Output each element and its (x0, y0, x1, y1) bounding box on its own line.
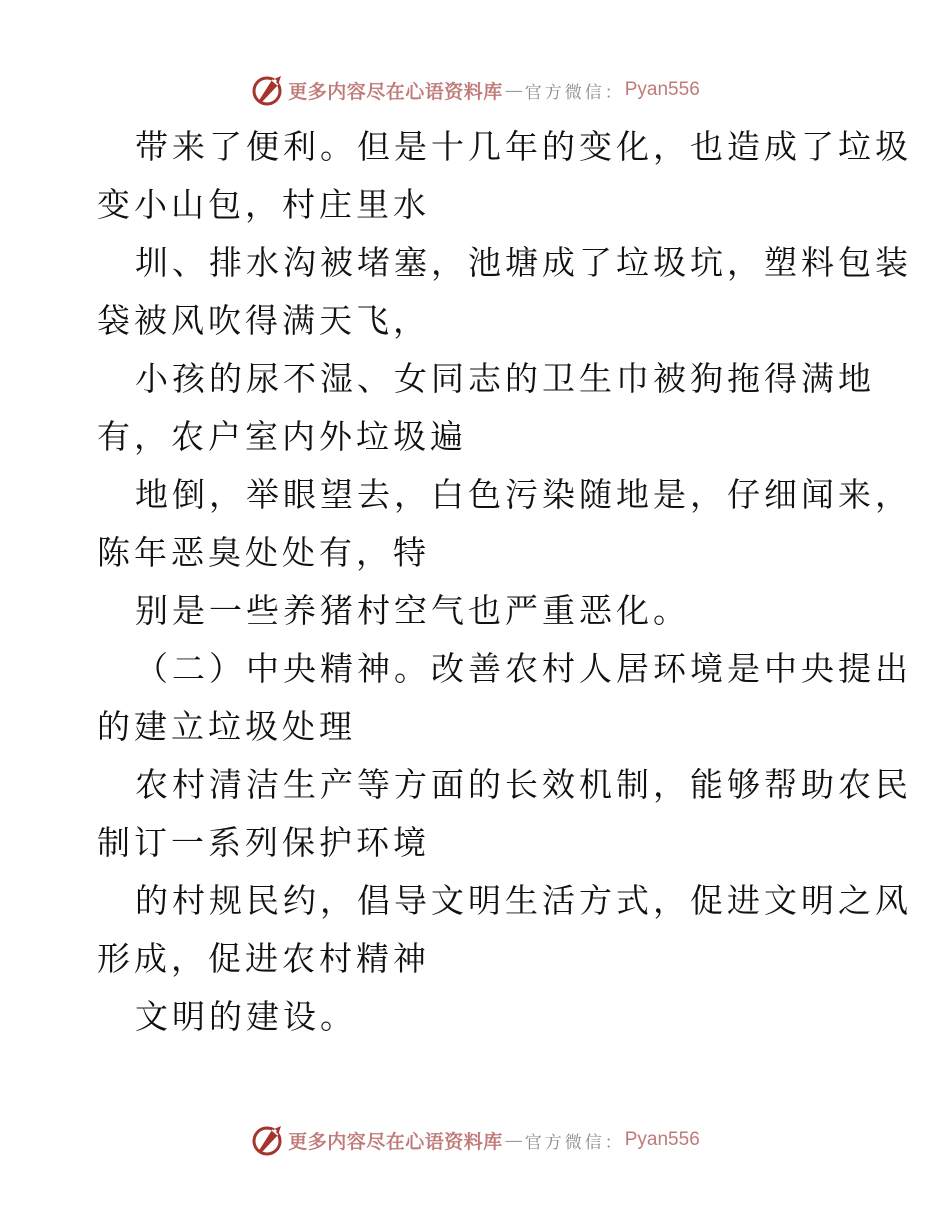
banner-main-text: 更多内容尽在心语资料库 (288, 1130, 503, 1153)
text-line: 小孩的尿不湿、女同志的卫生巾被狗拖得满地 (135, 359, 875, 398)
footer-banner (0, 1120, 950, 1160)
text-line: 带来了便利。但是十几年的变化，也造成了垃圾 (135, 127, 912, 166)
text-line: 变小山包，村庄里水 (97, 185, 430, 224)
text-line: 别是一些养猪村空气也严重恶化。 (135, 591, 690, 630)
banner-dash: — (504, 1129, 523, 1151)
text-line: 的建立垃圾处理 (97, 707, 356, 746)
text-line: 农村清洁生产等方面的长效机制，能够帮助农民 (135, 765, 912, 804)
text-line: 陈年恶臭处处有，特 (97, 533, 430, 572)
text-line: 形成，促进农村精神 (97, 939, 430, 978)
text-line: 袋被风吹得满天飞， (97, 301, 430, 340)
text-line: 的村规民约，倡导文明生活方式，促进文明之风 (135, 881, 912, 920)
banner-dash: — (504, 79, 523, 101)
banner-wechat-label: 官方微信： (524, 1132, 625, 1153)
text-line: 文明的建设。 (135, 997, 357, 1036)
banner-main-text: 更多内容尽在心语资料库 (288, 80, 503, 103)
banner-account-id: Pyan556 (624, 79, 700, 100)
document-body (97, 118, 912, 1046)
banner-account-id: Pyan556 (624, 1129, 700, 1150)
text-line: 制订一系列保护环境 (97, 823, 430, 862)
banner-wechat-label: 官方微信： (524, 82, 625, 103)
text-line: 有，农户室内外垃圾遍 (97, 417, 467, 456)
text-line: 圳、排水沟被堵塞，池塘成了垃圾坑，塑料包装 (135, 243, 912, 282)
text-line: 地倒，举眼望去，白色污染随地是，仔细闻来， (135, 475, 912, 514)
pen-nib-circle-logo-icon (250, 72, 286, 108)
section-heading-line: （二）中央精神。改善农村人居环境是中央提出 (135, 649, 912, 688)
pen-nib-circle-logo-icon (250, 1122, 286, 1158)
header-banner (0, 70, 950, 110)
